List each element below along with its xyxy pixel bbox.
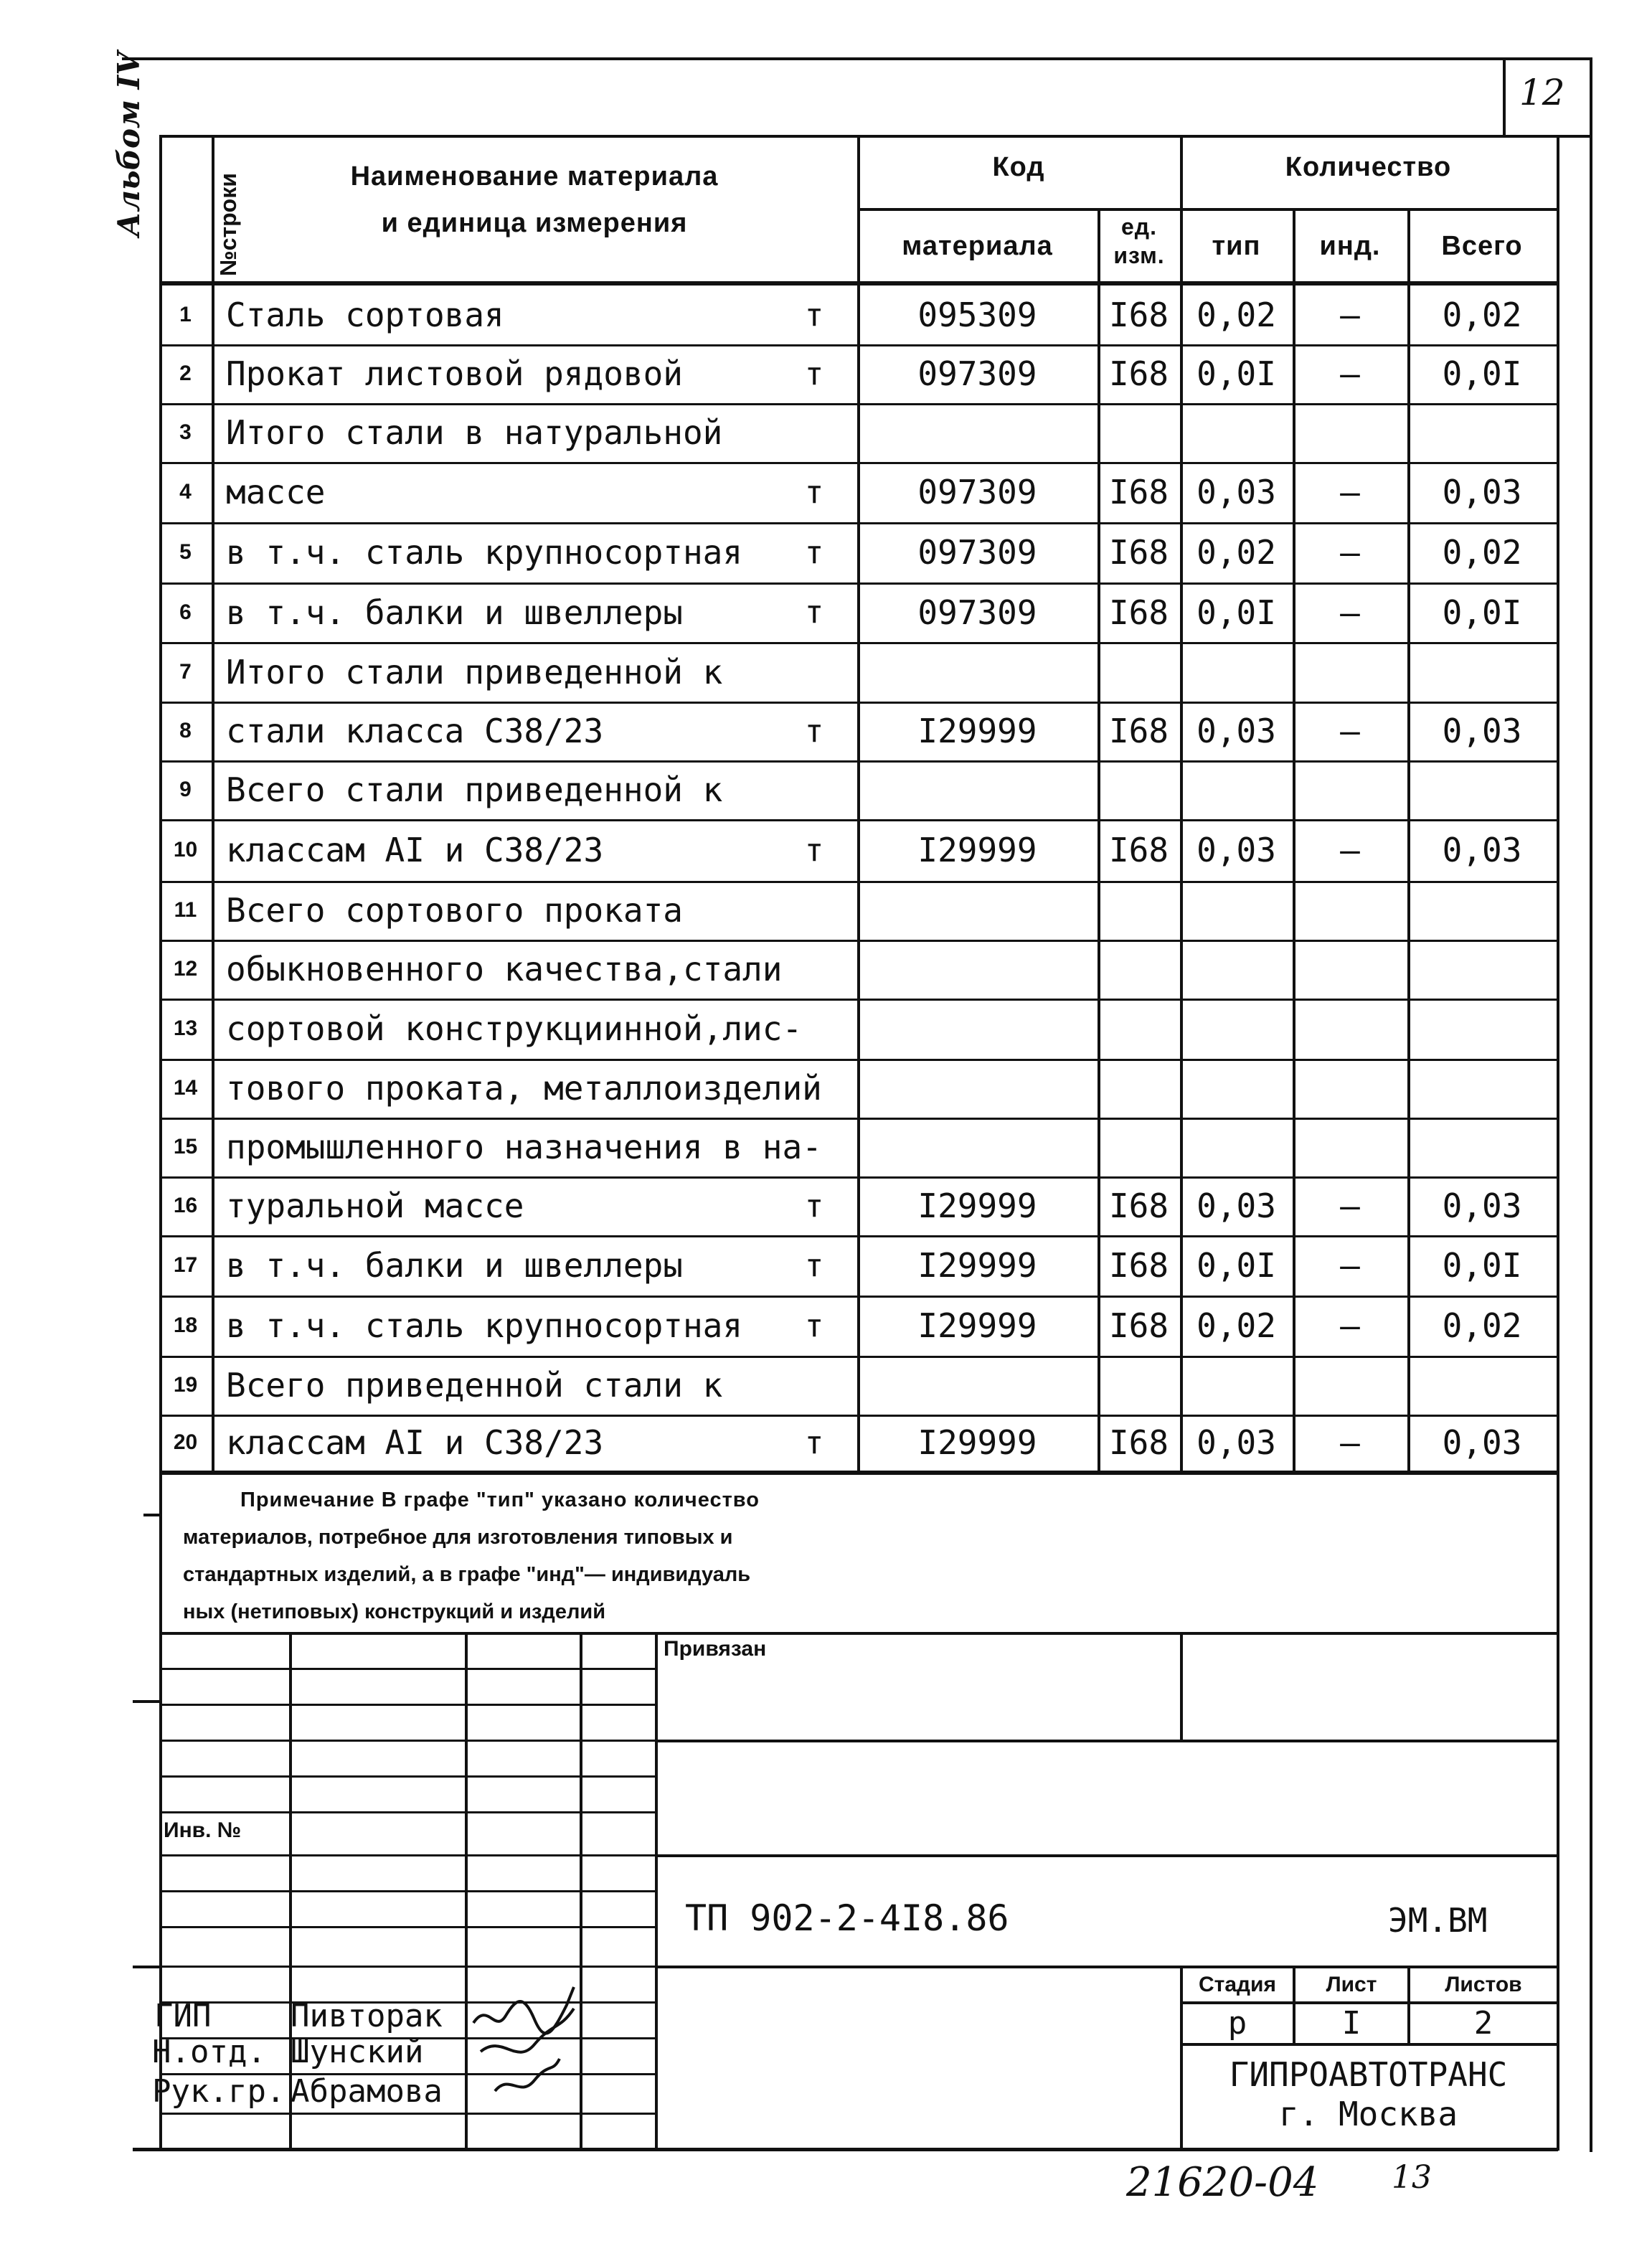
right-outer-border [1590,57,1592,2152]
cell-type: 0,02 [1196,533,1276,572]
stage-label: Стадия [1198,1973,1277,1996]
cell-total: 0,0I [1442,1246,1522,1285]
cell-n: 12 [173,957,198,981]
note-line-4: ных (нетиповых) конструкций и изделий [183,1600,606,1623]
stamp-bound-label: Привязан [664,1637,767,1661]
cell-name: Сталь сортовая [226,296,504,334]
margin-tick-3 [133,1966,159,1968]
signer-role-3: Рук.гр. [152,2073,285,2110]
cell-measure: I68 [1108,533,1169,572]
cell-unit: т [804,1187,824,1225]
cell-code: I29999 [917,831,1037,869]
cell-name: обыкновенного качества,стали [226,950,783,988]
header-code-material: материала [902,231,1053,261]
cell-measure: I68 [1108,1186,1169,1225]
cell-name: Всего сортового проката [226,891,683,930]
header-name-line2: и единица измерения [381,208,688,238]
cell-ind [1293,1059,1407,1118]
sheets-value: 2 [1473,2005,1493,2042]
cell-code [857,1356,1098,1415]
cell-total [1407,642,1557,702]
cell-code [857,403,1098,462]
cell-code: I29999 [917,1423,1037,1462]
stamp-row-line [159,1668,655,1670]
cell-type: 0,02 [1196,1306,1276,1345]
cell-ind [1293,403,1407,462]
cell-code: 097309 [917,354,1037,393]
doc-code: ТП 902-2-4I8.86 [685,1897,1009,1939]
cell-ind: – [1340,1423,1360,1462]
margin-tick-1 [143,1514,159,1516]
header-quantity: Количество [1285,152,1452,182]
cell-type: 0,0I [1196,1246,1276,1285]
cell-type [1180,940,1293,999]
page-number-box-left [1503,57,1506,136]
cell-measure: I68 [1108,1423,1169,1462]
cell-n: 4 [179,480,192,504]
stamp-col-4 [655,1632,658,2148]
cell-measure [1098,1059,1180,1118]
cell-unit [771,642,857,702]
cell-code [857,940,1098,999]
cell-type: 0,02 [1196,296,1276,334]
org-city: г. Москва [1278,2095,1458,2133]
cell-measure: I68 [1108,354,1169,393]
cell-unit [771,1356,857,1415]
cell-n: 9 [179,778,192,801]
cell-n: 11 [174,898,197,922]
margin-tick-2 [133,1700,159,1703]
cell-n: 13 [173,1016,198,1040]
cell-total: 0,03 [1442,1423,1522,1462]
top-border [122,57,1592,60]
footer-page: 13 [1392,2159,1432,2196]
cell-measure: I68 [1108,712,1169,750]
cell-ind: – [1340,593,1360,632]
signer-name-3: Абрамова [291,2073,443,2110]
cell-type [1180,1118,1293,1176]
bottom-border [133,2148,1558,2151]
cell-ind [1293,1118,1407,1176]
cell-total: 0,02 [1442,1306,1522,1345]
cell-measure [1098,642,1180,702]
stamp-bound-divider [1180,1632,1183,1740]
cell-ind [1293,642,1407,702]
cell-ind: – [1340,831,1360,869]
cell-type: 0,03 [1196,712,1276,750]
cell-ind: – [1340,1246,1360,1285]
cell-n: 17 [173,1253,198,1277]
doc-mark: ЭМ.ВМ [1388,1901,1488,1940]
stamp-code-top [655,1854,1557,1857]
cell-type: 0,03 [1196,1186,1276,1225]
cell-n: 3 [179,420,192,444]
cell-type [1180,642,1293,702]
cell-unit: т [804,1247,824,1284]
stamp-row-line [159,1775,655,1778]
cell-ind: – [1340,1186,1360,1225]
cell-total [1407,403,1557,462]
cell-type: 0,0I [1196,593,1276,632]
cell-code: 097309 [917,593,1037,632]
cell-measure: I68 [1108,831,1169,869]
cell-unit [771,760,857,819]
cell-n: 6 [179,600,192,624]
cell-n: 1 [179,303,192,326]
cell-n: 19 [173,1373,198,1397]
cell-unit: т [804,712,824,750]
cell-code: 097309 [917,473,1037,511]
cell-total [1407,1118,1557,1176]
cell-total [1407,940,1557,999]
cell-code [857,760,1098,819]
cell-code: I29999 [917,1246,1037,1285]
cell-total: 0,02 [1442,296,1522,334]
cell-unit [771,403,857,462]
cell-name: промышленного назначения в на- [226,1128,822,1166]
stamp-row-line [159,1926,655,1928]
cell-total: 0,03 [1442,1186,1522,1225]
cell-code: I29999 [917,712,1037,750]
cell-name: классам AI и С38/23 [226,831,604,869]
cell-total [1407,760,1557,819]
cell-name: Итого стали приведенной к [226,652,723,692]
signer-name-2: Шунский [291,2034,424,2070]
cell-type: 0,03 [1196,473,1276,511]
stamp-bound-right-line [655,1740,1557,1742]
note-line-1: Примечание В графе "тип" указано количество [240,1488,760,1511]
inv-no-label: Инв. № [164,1818,242,1842]
cell-unit: т [804,296,824,334]
header-qty-type: тип [1212,231,1261,261]
cell-total: 0,03 [1442,831,1522,869]
cell-name: стали класса С38/23 [226,712,604,750]
side-note: Альбом IV [111,52,146,237]
cell-n: 5 [179,540,192,564]
cell-name: массе [226,473,326,511]
signer-name-1: Пивторак [291,1998,443,2034]
stamp-stage-label-line [1180,2001,1557,2004]
cell-name: классам AI и С38/23 [226,1423,604,1462]
cell-measure: I68 [1108,1306,1169,1345]
cell-ind [1293,940,1407,999]
sheet-label: Лист [1326,1973,1377,1996]
cell-unit: т [804,534,824,571]
cell-code: I29999 [917,1186,1037,1225]
cell-type: 0,03 [1196,831,1276,869]
cell-type [1180,760,1293,819]
cell-n: 14 [173,1076,198,1100]
stamp-row-line [159,1854,655,1856]
cell-type [1180,1059,1293,1118]
cell-ind [1293,881,1407,940]
cell-n: 2 [179,362,192,385]
note-line-2: материалов, потребное для изготовления типовых и [183,1526,733,1549]
cell-name: в т.ч. балки и швеллеры [226,1246,683,1285]
cell-n: 10 [173,838,198,862]
cell-n: 15 [173,1135,198,1159]
table-right-border [1557,135,1559,2151]
header-code: Код [992,152,1045,182]
cell-unit [771,999,857,1059]
footer-handwriting: 21620-04 [1126,2159,1319,2206]
cell-n: 18 [173,1313,198,1337]
cell-total: 0,0I [1442,593,1522,632]
cell-type [1180,1356,1293,1415]
table-body-bottom [159,1471,1558,1475]
cell-unit: т [804,1424,824,1461]
cell-type: 0,03 [1196,1423,1276,1462]
cell-unit: т [804,831,824,869]
cell-name: в т.ч. балки и швеллеры [226,593,683,632]
cell-unit: т [804,1307,824,1344]
cell-ind: – [1340,473,1360,511]
header-name-line1: Наименование материала [350,161,719,192]
cell-measure [1098,940,1180,999]
cell-unit [771,1118,857,1176]
signature-1 [473,1987,574,2034]
cell-n: 20 [173,1430,198,1454]
stamp-row-line [159,1811,655,1813]
cell-code: I29999 [917,1306,1037,1345]
signer-role-2: Н.отд. [152,2034,266,2070]
cell-name: сортовой конструкциинной,лис- [226,1009,803,1048]
header-qty-total: Всего [1441,231,1523,261]
cell-unit [771,881,857,940]
cell-measure [1098,881,1180,940]
cell-n: 8 [179,719,192,742]
cell-total [1407,881,1557,940]
note [183,1481,1259,1631]
cell-total [1407,1356,1557,1415]
cell-code [857,642,1098,702]
cell-total: 0,03 [1442,712,1522,750]
cell-name: Прокат листовой рядовой [226,354,683,393]
cell-total: 0,0I [1442,354,1522,393]
stage-value: р [1227,2005,1247,2042]
stamp-row-line [159,1704,655,1706]
cell-code [857,1059,1098,1118]
cell-ind: – [1340,1306,1360,1345]
cell-total [1407,999,1557,1059]
cell-ind: – [1340,712,1360,750]
org-name: ГИПРОАВТОТРАНС [1229,2055,1508,2094]
cell-total: 0,02 [1442,533,1522,572]
cell-unit: т [804,473,824,511]
cell-measure: I68 [1108,593,1169,632]
sheet-value: I [1341,2005,1361,2042]
cell-total [1407,1059,1557,1118]
cell-n: 7 [179,659,192,684]
stamp-row-line [159,1740,655,1742]
cell-name: Итого стали в натуральной [226,413,723,452]
cell-unit [771,1059,857,1118]
stamp-stage-value-line [1180,2043,1557,2046]
cell-total: 0,03 [1442,473,1522,511]
cell-n: 16 [173,1194,198,1217]
cell-name: Всего приведенной стали к [226,1366,723,1405]
cell-type [1180,403,1293,462]
stamp-code-bottom [655,1966,1557,1968]
cell-name: тового проката, металлоизделий [226,1069,822,1108]
cell-unit: т [804,594,824,631]
cell-code [857,1118,1098,1176]
cell-measure [1098,1356,1180,1415]
sheets-label: Листов [1445,1973,1522,1996]
stamp-row-line [159,1890,655,1892]
cell-ind [1293,1356,1407,1415]
cell-measure: I68 [1108,1246,1169,1285]
header-qty-ind: инд. [1319,231,1381,261]
header-code-unit: ед. изм. [1113,214,1165,268]
cell-ind [1293,999,1407,1059]
header-row-number: №строки [215,173,241,276]
cell-ind: – [1340,296,1360,334]
cell-unit: т [804,355,824,392]
cell-name: Всего стали приведенной к [226,770,723,809]
cell-name: в т.ч. сталь крупносортная [226,533,743,572]
signature-3 [495,2059,560,2091]
cell-type: 0,0I [1196,354,1276,393]
cell-measure [1098,1118,1180,1176]
cell-unit [771,940,857,999]
page-number: 12 [1519,72,1565,113]
cell-measure: I68 [1108,296,1169,334]
cell-code [857,881,1098,940]
cell-ind: – [1340,354,1360,393]
cell-measure [1098,403,1180,462]
cell-name: туральной массе [226,1186,524,1225]
cell-code: 095309 [917,296,1037,334]
signer-role-1: ГИП [154,1998,212,2034]
cell-type [1180,881,1293,940]
cell-measure [1098,760,1180,819]
note-line-3: стандартных изделий, а в графе "инд"— индивидуаль [183,1563,751,1586]
cell-ind [1293,760,1407,819]
cell-type [1180,999,1293,1059]
cell-name: в т.ч. сталь крупносортная [226,1306,743,1345]
cell-measure [1098,999,1180,1059]
cell-ind: – [1340,533,1360,572]
cell-code: 097309 [917,533,1037,572]
header-mid-line [857,208,1557,211]
cell-code [857,999,1098,1059]
stamp-top [159,1632,1558,1635]
signature-scribbles [466,1966,588,2116]
cell-measure: I68 [1108,473,1169,511]
